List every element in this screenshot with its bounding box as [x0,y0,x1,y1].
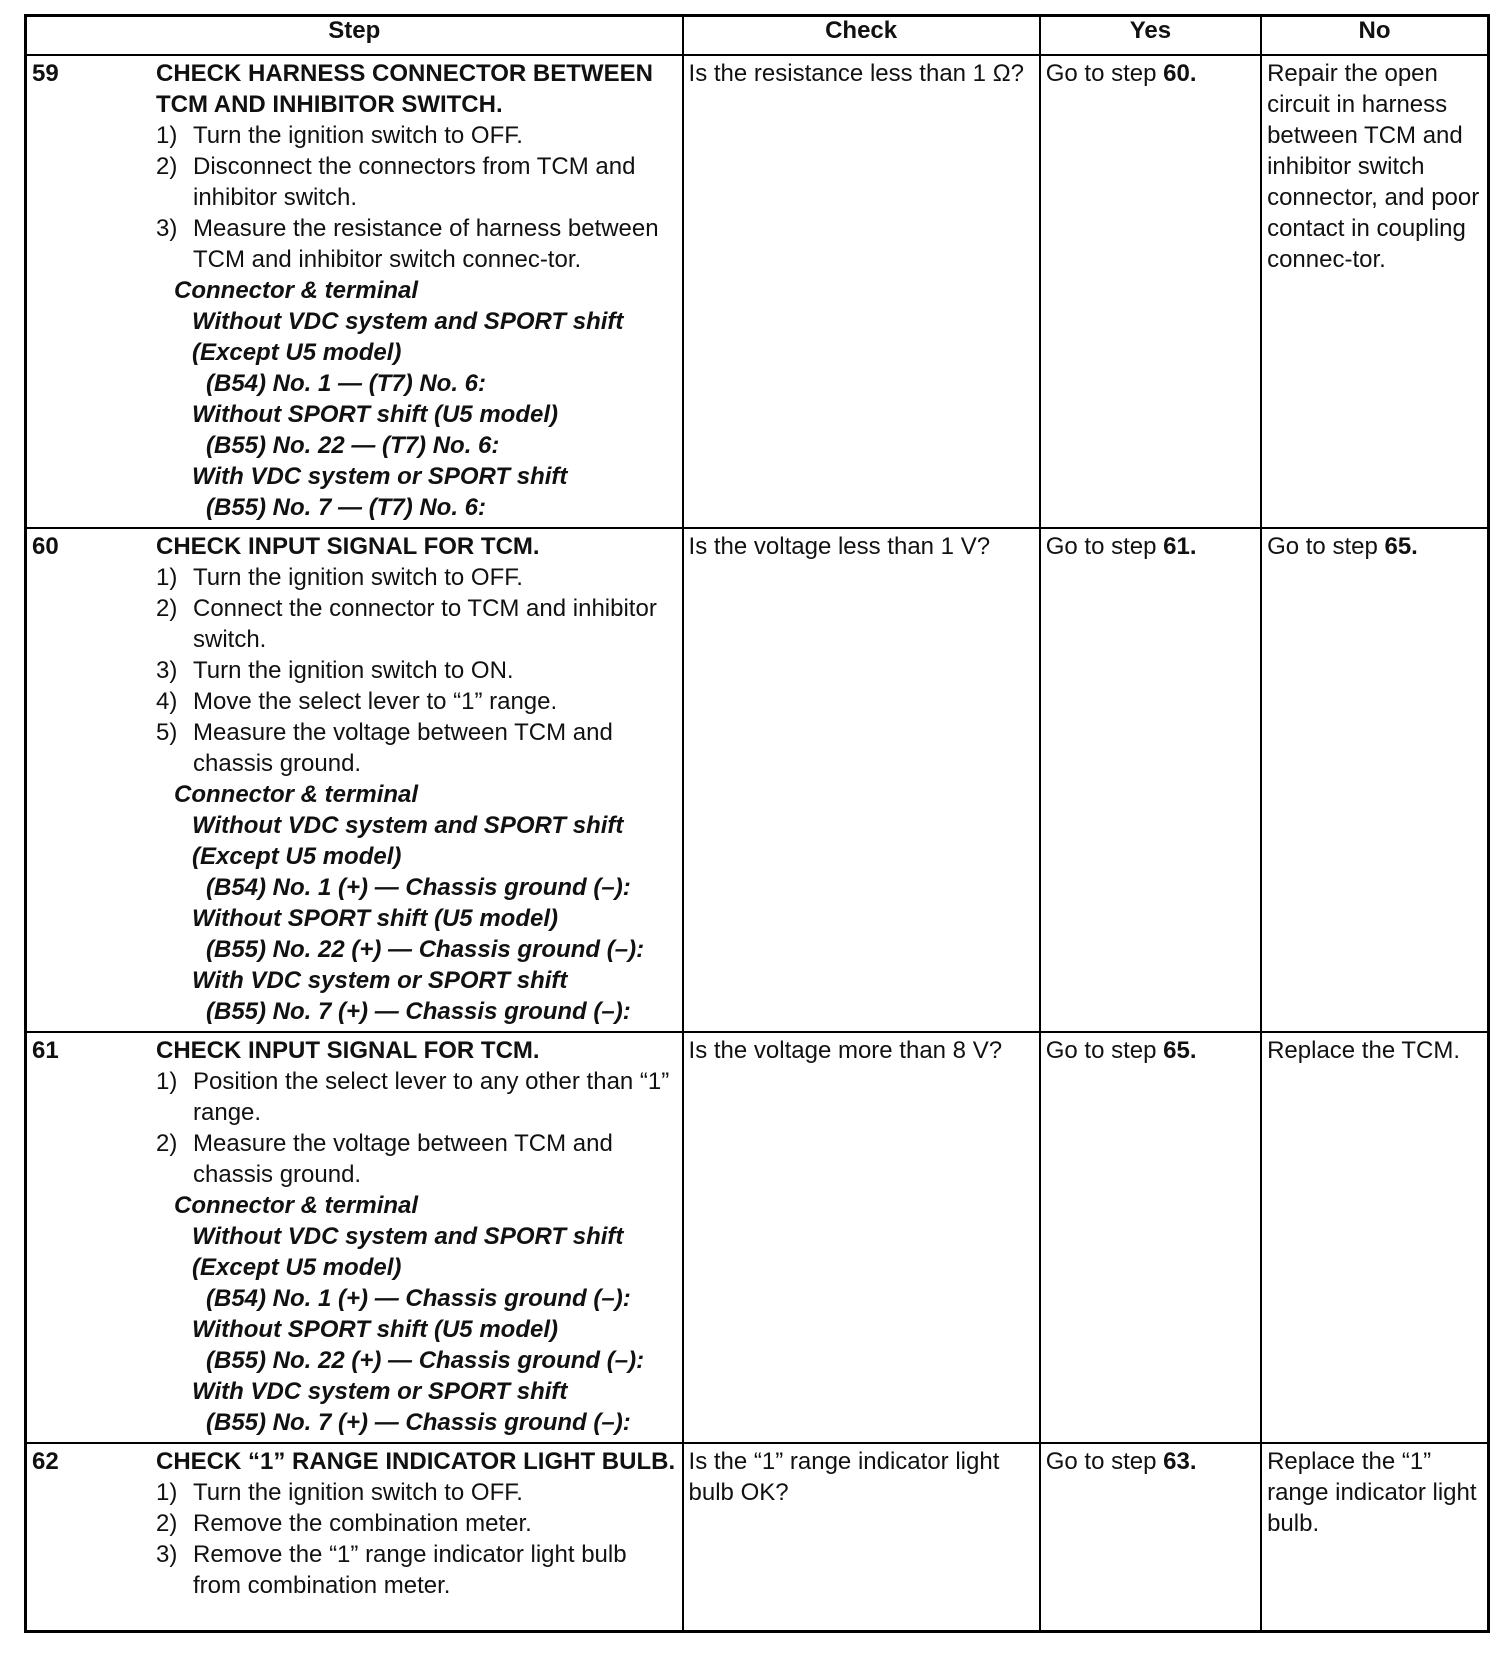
step-cell [26,528,683,1032]
no-text: Replace the TCM. [1267,1037,1461,1064]
terminal-spec: (B54) No. 1 (+) — Chassis ground (–): [206,1285,631,1312]
substep-text: Connect the connector to TCM and inhibitor switch. [193,595,657,653]
check-cell: Is the “1” range indicator light bulb OK? [683,1443,1040,1631]
connector-terminal-label: Connector & terminal [174,1192,419,1219]
terminal-spec: (B55) No. 7 (+) — Chassis ground (–): [206,998,631,1025]
condition-text: Without SPORT shift (U5 model) [192,905,558,932]
condition-text: Without VDC system and SPORT shift (Except U5 model) [192,812,624,870]
yes-step-ref: 61. [1163,533,1197,560]
substep [156,655,678,686]
condition-text: Without SPORT shift (U5 model) [192,1316,558,1343]
substep-number: 1) [156,122,178,149]
header-check: Check [683,16,1040,56]
step-number: 61 [32,1037,59,1064]
step-number: 62 [32,1448,59,1475]
substep [156,1539,678,1601]
step-title: CHECK HARNESS CONNECTOR BETWEEN TCM AND INHIBITOR SWITCH. [156,60,653,118]
substep-number: 1) [156,564,178,591]
substep-text: Measure the resistance of harness between TCM and inhibitor switch connec-tor. [193,215,659,273]
check-cell: Is the voltage more than 8 V? [683,1032,1040,1443]
check-cell: Is the voltage less than 1 V? [683,528,1040,1032]
step-title: CHECK INPUT SIGNAL FOR TCM. [156,1037,540,1064]
step-title: CHECK INPUT SIGNAL FOR TCM. [156,533,540,560]
yes-text: Go to step [1045,60,1164,87]
terminal-spec: (B55) No. 7 — (T7) No. 6: [206,494,487,521]
condition-text: With VDC system or SPORT shift [192,967,568,994]
no-text: Go to step [1267,533,1385,560]
substep-number: 3) [156,215,178,242]
substep [156,151,678,213]
substep-number: 3) [156,1541,178,1568]
substep [156,562,678,593]
substep-text: Turn the ignition switch to OFF. [193,1479,523,1506]
table-row [26,1443,1489,1631]
table-row [26,55,1489,528]
no-step-ref: 65. [1384,533,1418,560]
substep-number: 1) [156,1479,178,1506]
condition-text: Without SPORT shift (U5 model) [192,401,558,428]
no-cell [1261,1443,1488,1631]
substep-text: Position the select lever to any other than “1” range. [193,1068,670,1126]
condition-text: With VDC system or SPORT shift [192,463,568,490]
substep-text: Turn the ignition switch to OFF. [193,122,523,149]
terminal-spec: (B55) No. 7 (+) — Chassis ground (–): [206,1409,631,1436]
substep-number: 4) [156,688,178,715]
substep-number: 1) [156,1068,178,1095]
substep-number: 5) [156,719,178,746]
yes-text: Go to step [1045,1037,1164,1064]
terminal-spec: (B54) No. 1 — (T7) No. 6: [206,370,487,397]
substep [156,1508,678,1539]
step-cell [26,1443,683,1631]
yes-text: Go to step [1045,533,1164,560]
header-step: Step [26,16,683,56]
yes-step-ref: 65. [1163,1037,1197,1064]
step-number: 59 [32,60,59,87]
no-text: Replace the “1” range indicator light bulb. [1267,1448,1477,1537]
substep-number: 2) [156,595,178,622]
diagnostic-table [24,14,1490,1633]
step-number: 60 [32,533,59,560]
header-row [26,16,1489,56]
yes-cell [1040,55,1261,528]
substep [156,213,678,275]
substep-text: Measure the voltage between TCM and chassis ground. [193,1130,613,1188]
no-text: Repair the open circuit in harness between TCM and inhibitor switch connector, and poor contact in coupling connec-tor. [1267,60,1480,273]
connector-terminal-label: Connector & terminal [174,781,419,808]
substep [156,686,678,717]
header-no: No [1261,16,1488,56]
substep-text: Turn the ignition switch to ON. [193,657,514,684]
connector-terminal-label: Connector & terminal [174,277,419,304]
condition-text: With VDC system or SPORT shift [192,1378,568,1405]
substep [156,1477,678,1508]
terminal-spec: (B54) No. 1 (+) — Chassis ground (–): [206,874,631,901]
yes-step-ref: 63. [1163,1448,1197,1475]
condition-text: Without VDC system and SPORT shift (Except U5 model) [192,1223,624,1281]
terminal-spec: (B55) No. 22 (+) — Chassis ground (–): [206,936,645,963]
substep-number: 2) [156,1130,178,1157]
yes-cell [1040,1443,1261,1631]
table-row [26,1032,1489,1443]
no-cell [1261,55,1488,528]
substep-number: 2) [156,153,178,180]
substep-text: Remove the “1” range indicator light bulb from combination meter. [193,1541,627,1599]
substep-text: Turn the ignition switch to OFF. [193,564,523,591]
substep [156,1128,678,1190]
condition-text: Without VDC system and SPORT shift (Except U5 model) [192,308,624,366]
substep-text: Measure the voltage between TCM and chassis ground. [193,719,613,777]
substep [156,120,678,151]
table-row [26,528,1489,1032]
substep-number: 2) [156,1510,178,1537]
no-cell [1261,528,1488,1032]
substep-text: Move the select lever to “1” range. [193,688,558,715]
header-yes: Yes [1040,16,1261,56]
yes-cell [1040,1032,1261,1443]
substep-number: 3) [156,657,178,684]
terminal-spec: (B55) No. 22 (+) — Chassis ground (–): [206,1347,645,1374]
yes-step-ref: 60. [1163,60,1197,87]
step-title: CHECK “1” RANGE INDICATOR LIGHT BULB. [156,1448,676,1475]
substep [156,717,678,779]
substep [156,593,678,655]
substep [156,1066,678,1128]
check-cell: Is the resistance less than 1 Ω? [683,55,1040,528]
step-cell [26,1032,683,1443]
yes-text: Go to step [1045,1448,1164,1475]
terminal-spec: (B55) No. 22 — (T7) No. 6: [206,432,500,459]
no-cell [1261,1032,1488,1443]
yes-cell [1040,528,1261,1032]
substep-text: Disconnect the connectors from TCM and inhibitor switch. [193,153,636,211]
substep-text: Remove the combination meter. [193,1510,532,1537]
step-cell [26,55,683,528]
